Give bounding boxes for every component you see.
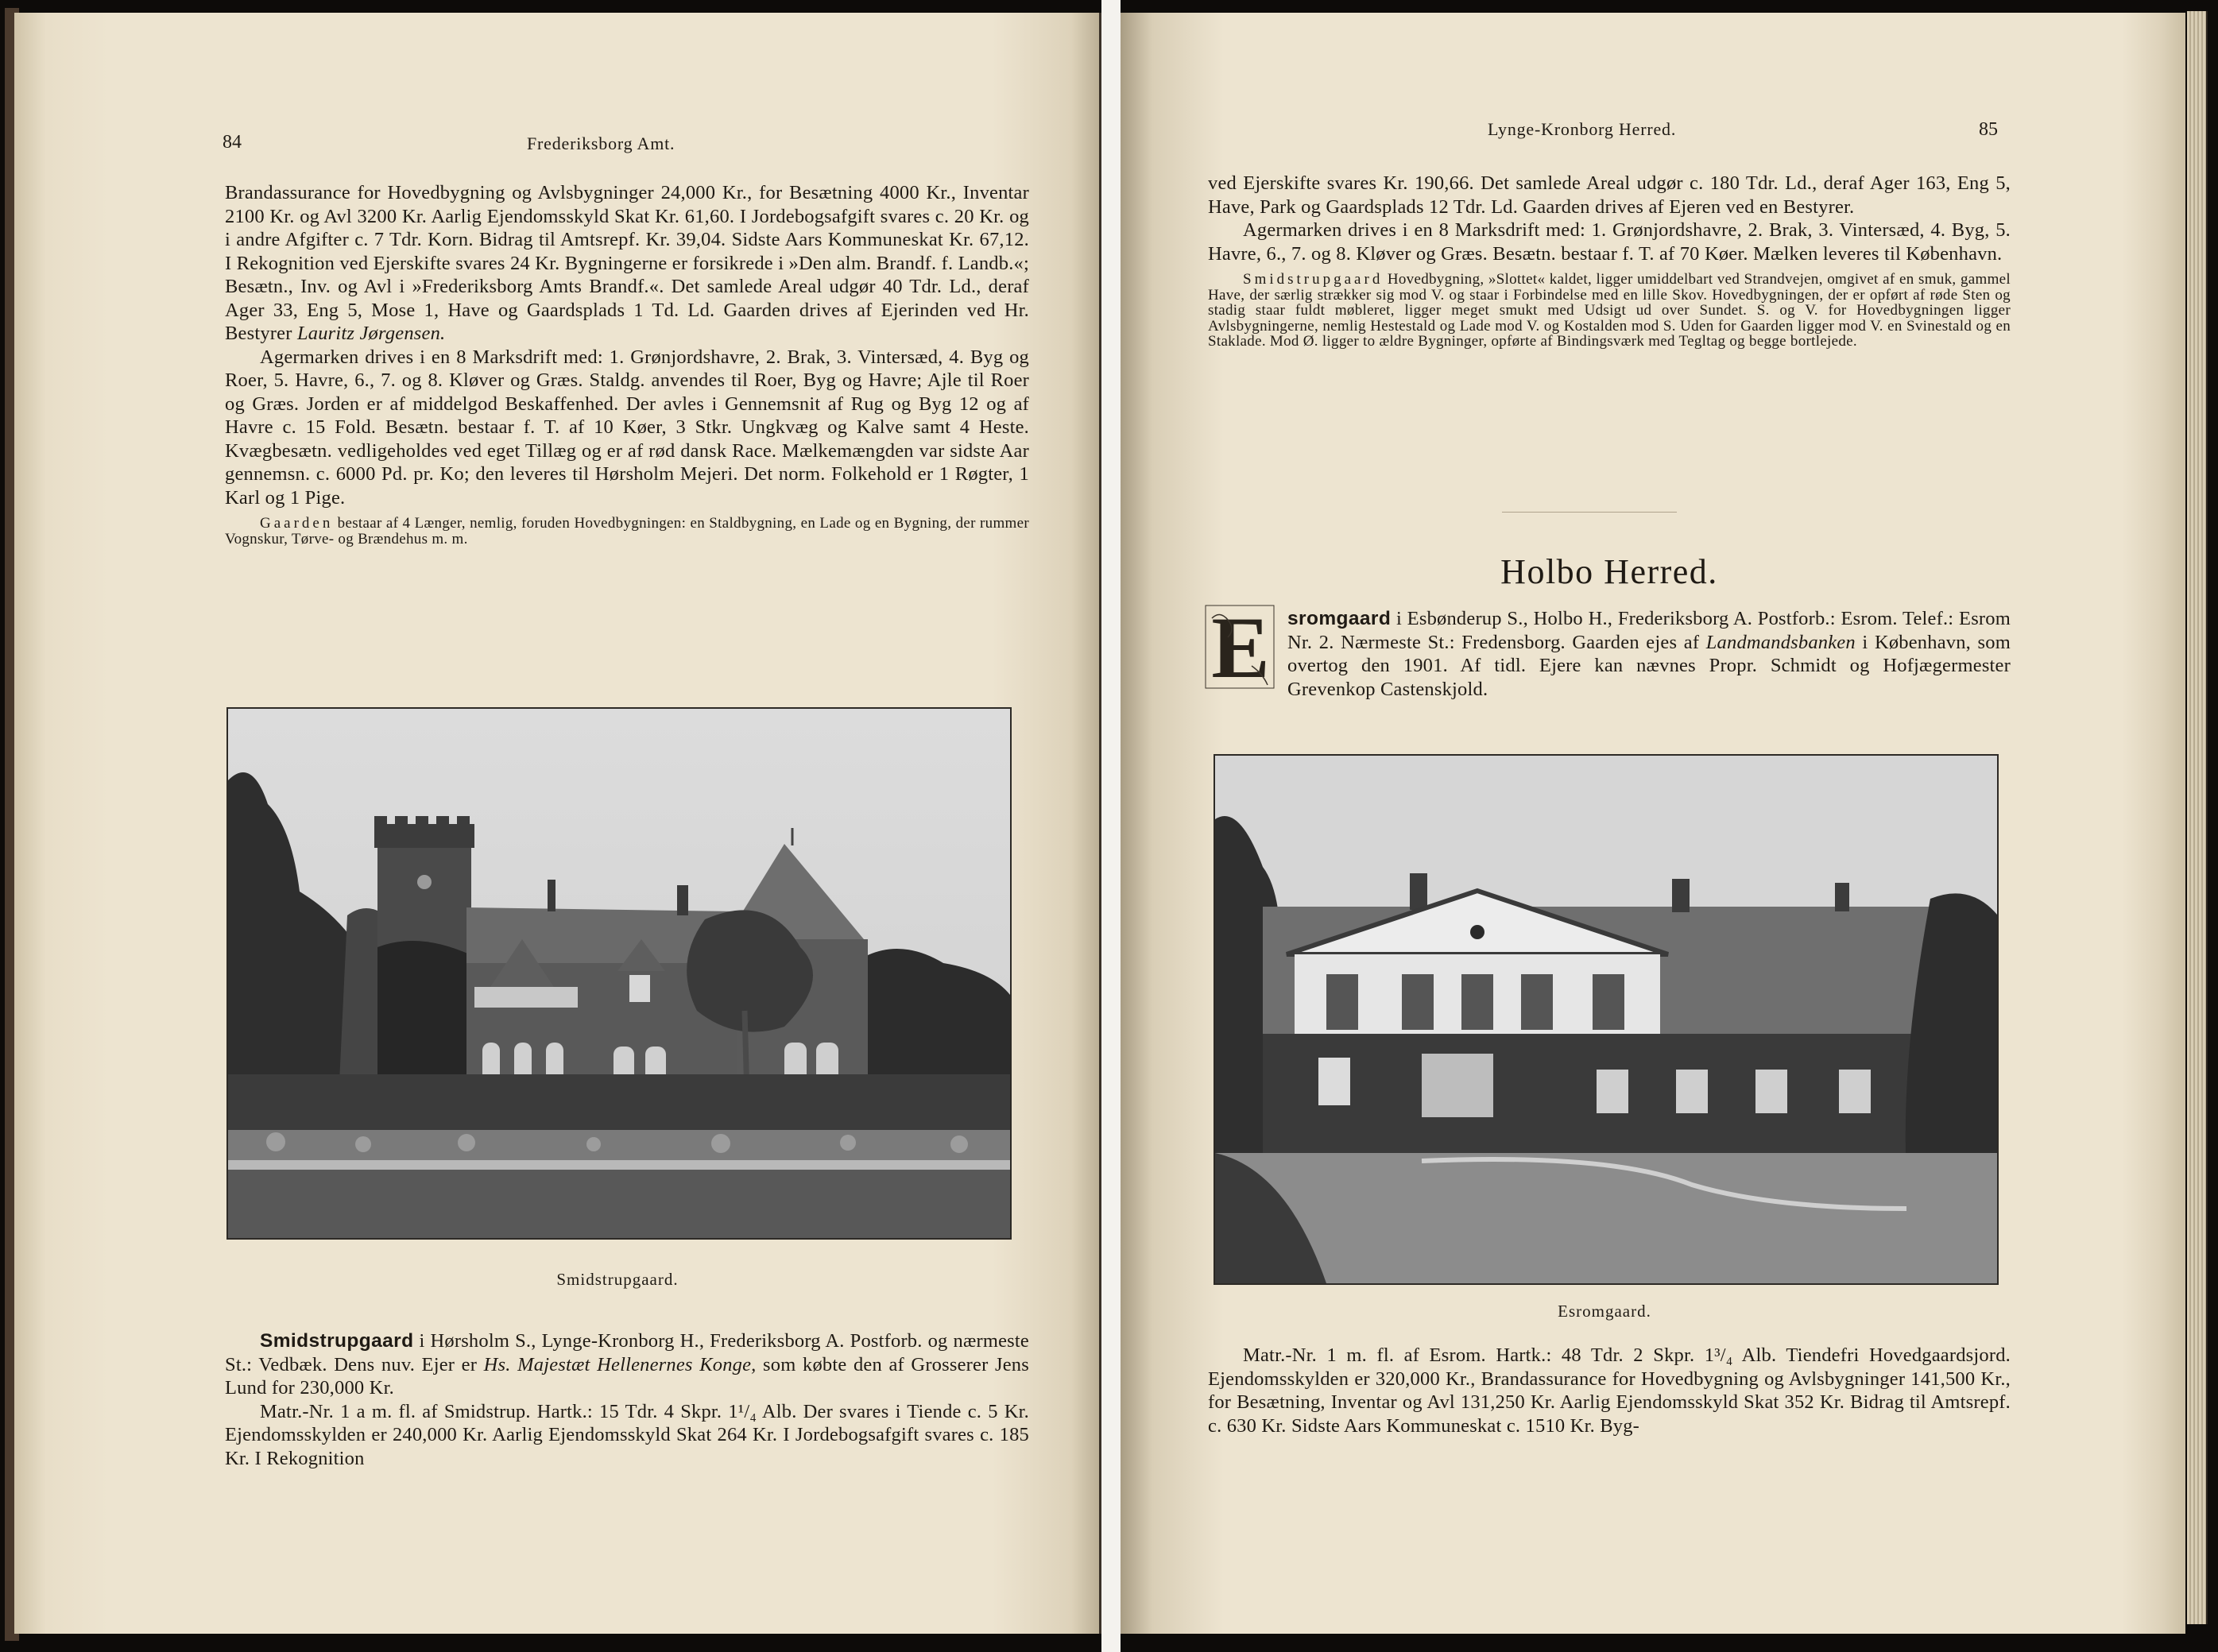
owner-name: Landmandsbanken [1705, 631, 1856, 653]
paragraph: Agermarken drives i en 8 Marksdrift med: 1. Grønjordshavre, 2. Brak, 3. Vintersæd, 4. Byg, 5. Havre, 6., 7. og 8. Kløver og Græs. Besætn. bestaar f. T. af 70 Køer. Mælken leveres til København. [1208, 219, 2011, 265]
small-note-text: bestaar af 4 Længer, nemlig, foruden Hovedbygningen: en Staldbygning, en Lade og en Bygning, der rummer Vognskur, Tørve- og Brændehus m. m. [225, 515, 1029, 547]
small-note [1208, 272, 2011, 350]
small-note [225, 516, 1029, 547]
left-body-bottom [225, 1329, 1029, 1470]
page-number: 84 [223, 132, 242, 153]
dropcap-letter: E [1211, 602, 1270, 691]
entry-text: som købte den af Grosserer Jens Lund for 230,000 Kr. [225, 1353, 1029, 1399]
paragraph: Matr.-Nr. 1 a m. fl. af Smidstrup. Hartk.: 15 Tdr. 4 Skpr. 1¹/₄ Alb. Der svares i Tiende c. 5 Kr. Ejendomsskylden er 240,000 Kr. Aarlig Ejendomsskyld Skat 264 Kr. I Jordebogsafgift svares c. 185 Kr. I Rekognition [225, 1400, 1029, 1469]
spaced-word: Smidstrupgaard [1243, 271, 1384, 288]
running-head: Lynge-Kronborg Herred. [1488, 119, 1677, 139]
page-edge-stack [2187, 11, 2208, 1624]
running-head: Frederiksborg Amt. [527, 133, 675, 153]
entry-text: i Esbønderup S., Holbo H., Frederiksborg A. Postforb.: Esrom. Telef.: Esrom Nr. 2. Nærmeste St.: Fredensborg. Gaarden ejes af [1287, 608, 2011, 653]
photo-caption: Esromgaard. [1558, 1302, 1651, 1321]
right-body-bottom [1208, 1344, 2011, 1437]
paragraph: ved Ejerskifte svares Kr. 190,66. Det samlede Areal udgør c. 180 Tdr. Ld., deraf Ager 163, Eng 5, Have, Park og Gaardsplads 12 Tdr. Ld. Gaarden drives af Ejeren ved en Bestyrer. [1208, 172, 2011, 218]
entry-text: i København, som overtog den 1901. Af tidl. Ejere kan nævnes Propr. Schmidt og Hofjægermester Grevenkop Castenskjold. [1287, 631, 2011, 700]
page-number: 85 [1979, 119, 1998, 140]
photo-smidstrupgaard [226, 707, 1012, 1240]
gutter [1101, 0, 1121, 1652]
photo-esromgaard [1214, 754, 1999, 1285]
section-title: Holbo Herred. [1500, 552, 1718, 591]
entry-paragraph [1208, 607, 2011, 701]
manager-name: Lauritz Jørgensen. [296, 323, 446, 344]
estate-name: sromgaard [1287, 608, 1392, 629]
left-body-top [225, 181, 1029, 547]
owner-name: Hs. Majestæt Hellenernes Konge, [483, 1353, 757, 1375]
estate-name: Smidstrupgaard [260, 1330, 414, 1352]
entry-text: i Hørsholm S., Lynge-Kronborg H., Frederiksborg A. Postforb. og nærmeste St.: Vedbæk. Dens nuv. Ejer er [225, 1330, 1029, 1375]
paragraph: Matr.-Nr. 1 m. fl. af Esrom. Hartk.: 48 Tdr. 2 Skpr. 1³/₄ Alb. Tiendefri Hovedgaardsjord. Ejendomsskylden er 320,000 Kr., Brandassurance for Hovedbygning og Avlsbygninger 141,500 Kr., for Besætning, Inventar og Avl 131,250 Kr. Aarlig Ejendomsskyld Skat 352 Kr. Bidrag til Amtsrepf. c. 630 Kr. Sidste Aars Kommuneskat c. 1510 Kr. Byg- [1208, 1344, 2011, 1437]
paragraph: Agermarken drives i en 8 Marksdrift med: 1. Grønjordshavre, 2. Brak, 3. Vintersæd, 4. Byg og Roer, 5. Havre, 6., 7. og 8. Kløver og Græs. Staldg. anvendes til Roer, Byg og Havre; Ajle til Roer og Græs. Jorden er af middelgod Beskaffenhed. Der avles i Gennemsnit af Rug og Byg 12 og af Havre c. 15 Fold. Besætn. bestaar f. T. af 10 Køer, 3 Stkr. Ungkvæg og Kalve samt 4 Heste. Kvægbesætn. vedligeholdes ved eget Tillæg og er af rød dansk Race. Mælkemængden var sidste Aar gennemsn. c. 6000 Pd. pr. Ko; den leveres til Hørsholm Mejeri. Det norm. Folkehold er 1 Røgter, 1 Karl og 1 Pige. [225, 346, 1029, 509]
photo-caption: Smidstrupgaard. [556, 1270, 679, 1289]
spaced-word: Gaarden [260, 515, 334, 532]
paragraph [225, 181, 1029, 346]
left-page [14, 13, 1101, 1634]
right-entry [1208, 607, 2011, 701]
paragraph-text: Brandassurance for Hovedbygning og Avlsbygninger 24,000 Kr., for Besætning 4000 Kr., Inventar 2100 Kr. og Avl 3200 Kr. Aarlig Ejendomsskyld Skat Kr. 61,60. I Jordebogsafgift svares c. 20 Kr. og i andre Afgifter c. 7 Tdr. Korn. Bidrag til Amtsrepf. Kr. 39,04. Sidste Aars Kommuneskat Kr. 67,12. I Rekognition ved Ejerskifte svares 24 Kr. Bygningerne er forsikrede i »Den alm. Brandf. f. Landb.«; Besætn., Inv. og Avl i »Frederiksborg Amts Brandf.«. Det samlede Areal udgør 40 Tdr. Ld., deraf Ager 33, Eng 5, Mose 1, Have og Gaardsplads 1 Td. Ld. Gaarden drives af Ejerinden ved Hr. Bestyrer [225, 182, 1029, 344]
small-note-text: Hovedbygning, »Slottet« kaldet, ligger umiddelbart ved Strandvejen, omgivet af en smuk, gammel Have, der særlig strækker sig mod V. og staar i Forbindelse med en lille Skov. Hovedbygningen, der er opført af røde Sten og stadig staar fuldt møbleret, ligger meget smukt med Udsigt ud over Sundet. S. og V. for Hovedbygningen ligger Avlsbygningerne, nemlig Hestestald og Lade mod V. og Kostalden mod S. Uden for Gaarden ligger mod V. en Svinestald og en Staklade. Mod Ø. ligger to ældre Bygninger, opførte af Bindingsværk med Tegltag og begge bortlejede. [1208, 271, 2011, 350]
photo-image [1215, 756, 1997, 1283]
right-body-top [1208, 172, 2011, 350]
section-divider [1502, 512, 1677, 513]
right-page [1121, 13, 2185, 1634]
entry-paragraph [225, 1329, 1029, 1400]
photo-image [228, 709, 1010, 1238]
